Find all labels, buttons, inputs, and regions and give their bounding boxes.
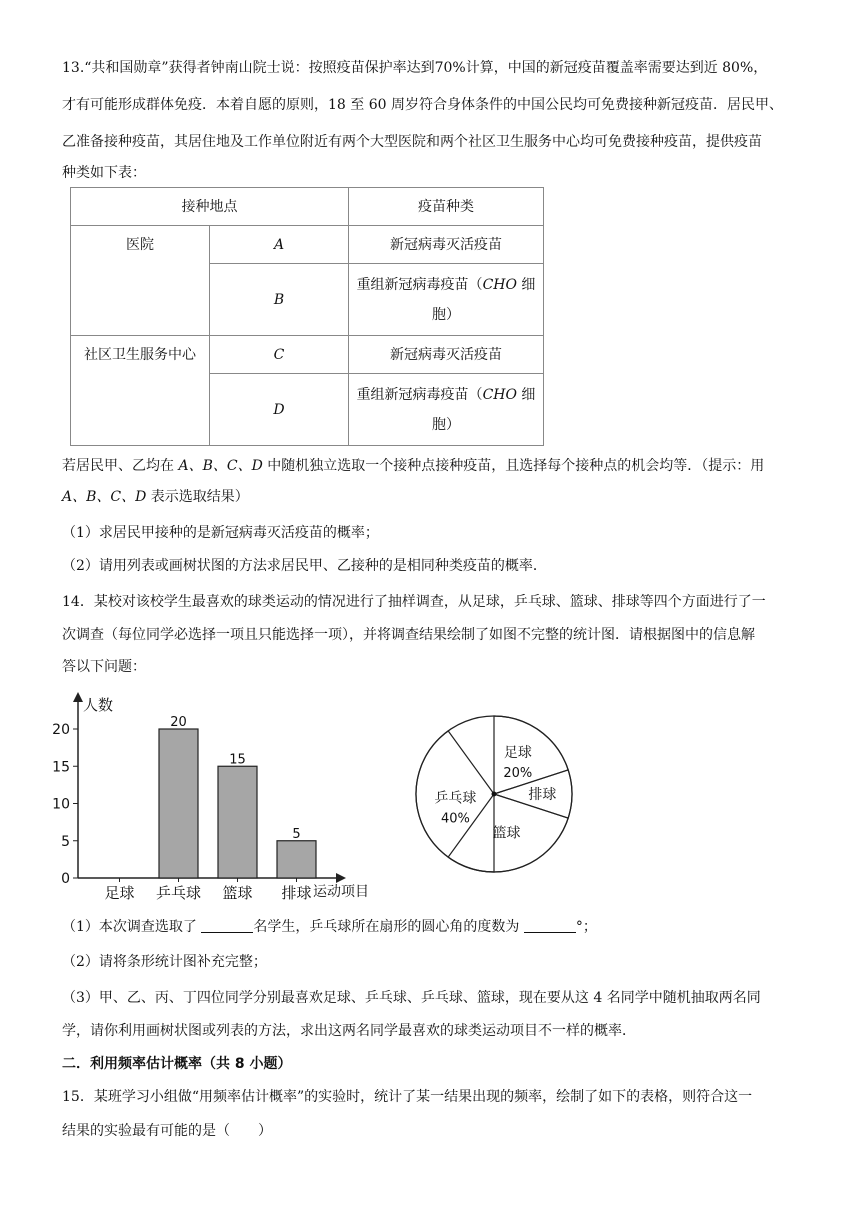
q14-sub-2: （2）请将条形统计图补充完整； bbox=[62, 954, 267, 970]
q13-line-4: 种类如下表： bbox=[62, 165, 146, 181]
bar-data-label: 5 bbox=[292, 826, 301, 842]
section-heading: 二．利用频率估计概率（共 8 小题） bbox=[62, 1056, 292, 1072]
q13-line-1: 13.“共和国勋章”获得者钟南山院士说：按照疫苗保护率达到70%计算，中国的新冠疫苗覆盖率需要达到近 80%， bbox=[62, 60, 768, 76]
q13-sub-2: （2）请用列表或画树状图的方法求居民甲、乙接种的是相同种类疫苗的概率． bbox=[62, 558, 547, 574]
table-cell-c: C bbox=[210, 336, 349, 374]
q15-line-1: 15．某班学习小组做“用频率估计概率”的实验时，统计了某一结果出现的频率，绘制了如下的表格，则符合这一 bbox=[62, 1089, 753, 1105]
pie-slice-label: 篮球 bbox=[492, 825, 521, 842]
q13-line-3: 乙准备接种疫苗，其居住地及工作单位附近有两个大型医院和两个社区卫生服务中心均可免费接种疫苗，提供疫苗 bbox=[62, 134, 762, 150]
pie-slice-percent: 20% bbox=[503, 766, 533, 782]
x-axis-label: 运动项目 bbox=[313, 884, 369, 900]
bar bbox=[159, 729, 198, 878]
x-axis-arrow bbox=[336, 873, 346, 883]
table-cell-community: 社区卫生服务中心 bbox=[71, 336, 210, 446]
answer-blank-count[interactable] bbox=[201, 918, 253, 933]
table-cell-a: A bbox=[210, 226, 349, 264]
q15-line-2: 结果的实验最有可能的是（ ） bbox=[62, 1123, 272, 1139]
vaccine-table bbox=[70, 187, 544, 446]
table-header-location: 接种地点 bbox=[71, 188, 349, 226]
bar bbox=[218, 766, 257, 878]
bar bbox=[277, 841, 316, 878]
pie-slice-label: 排球 bbox=[528, 787, 557, 803]
y-tick-label: 15 bbox=[52, 759, 70, 776]
table-cell-a-vaccine: 新冠病毒灭活疫苗 bbox=[349, 226, 544, 264]
y-axis-arrow bbox=[73, 692, 83, 702]
x-tick-label: 篮球 bbox=[222, 884, 253, 902]
bar-data-label: 20 bbox=[170, 715, 187, 730]
q14-sub-3b: 学，请你利用画树状图或列表的方法，求出这两名同学最喜欢的球类运动项目不一样的概率． bbox=[62, 1023, 636, 1039]
pie-chart bbox=[410, 704, 590, 884]
x-tick-label: 乒乓球 bbox=[155, 884, 202, 902]
answer-blank-angle[interactable] bbox=[524, 918, 576, 933]
pie-slice-label: 乒乓球 bbox=[434, 790, 477, 807]
y-tick-label: 5 bbox=[61, 833, 70, 850]
table-cell-d-vaccine: 重组新冠病毒疫苗（CHO 细 胞） bbox=[349, 374, 544, 446]
q13-after-line-1: 若居民甲、乙均在 A、B、C、D 中随机独立选取一个接种点接种疫苗，且选择每个接种点的机会均等．（提示：用 bbox=[62, 458, 765, 474]
pie-slice-percent: 40% bbox=[440, 811, 470, 827]
q14-line-2: 次调查（每位同学必选择一项且只能选择一项），并将调查结果绘制了如图不完整的统计图．请根据图中的信息解 bbox=[62, 627, 755, 643]
q13-after-line-2: A、B、C、D 表示选取结果） bbox=[62, 489, 249, 505]
y-tick-label: 20 bbox=[52, 722, 70, 738]
table-cell-b-vaccine: 重组新冠病毒疫苗（CHO 细 胞） bbox=[349, 264, 544, 336]
y-tick-label: 10 bbox=[52, 796, 70, 813]
q14-sub-3a: （3）甲、乙、丙、丁四位同学分别最喜欢足球、乒乓球、乒乓球、篮球，现在要从这 4 名同学中随机抽取两名同 bbox=[62, 990, 761, 1006]
q14-line-3: 答以下问题： bbox=[62, 659, 146, 675]
y-axis-label: 人数 bbox=[83, 696, 114, 714]
bar-chart bbox=[52, 688, 400, 903]
pie-slice-label: 足球 bbox=[503, 745, 532, 762]
y-tick-label: 0 bbox=[61, 871, 70, 887]
table-cell-b: B bbox=[210, 264, 349, 336]
q14-sub-1: （1）本次调查选取了 名学生，乒乓球所在扇形的圆心角的度数为 °； bbox=[62, 919, 597, 935]
table-cell-hospital: 医院 bbox=[71, 226, 210, 336]
bar-data-label: 15 bbox=[229, 752, 246, 768]
table-cell-c-vaccine: 新冠病毒灭活疫苗 bbox=[349, 336, 544, 374]
q14-line-1: 14．某校对该校学生最喜欢的球类运动的情况进行了抽样调查，从足球，乒乓球、篮球、排球等四个方面进行了一 bbox=[62, 594, 766, 610]
x-tick-label: 足球 bbox=[104, 884, 135, 902]
x-tick-label: 排球 bbox=[281, 884, 312, 902]
q13-line-2: 才有可能形成群体免疫．本着自愿的原则，18 至 60 周岁符合身体条件的中国公民均可免费接种新冠疫苗．居民甲、 bbox=[62, 97, 783, 113]
table-cell-d: D bbox=[210, 374, 349, 446]
pie-center bbox=[492, 792, 497, 797]
table-header-vaccine: 疫苗种类 bbox=[349, 188, 544, 226]
q13-sub-1: （1）求居民甲接种的是新冠病毒灭活疫苗的概率； bbox=[62, 525, 379, 541]
